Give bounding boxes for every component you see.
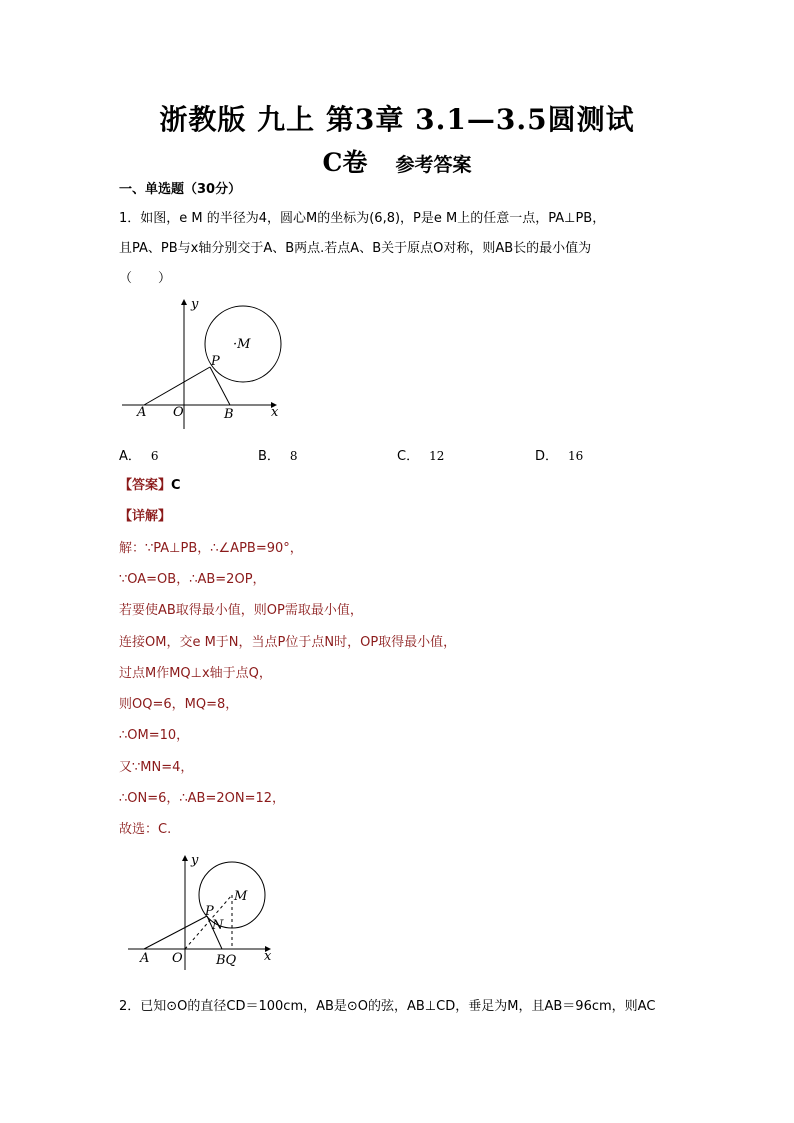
question-1-line-2: 且PA、PB与x轴分别交于A、B两点.若点A、B关于原点O对称，则AB长的最小值为	[119, 241, 592, 256]
option-a	[119, 447, 159, 466]
figure-2-label-n: N	[212, 918, 224, 933]
solution-line-7: ∴OM=10，	[119, 728, 190, 743]
question-2-line-1: 2．已知⊙O的直径CD＝100cm，AB是⊙O的弦，AB⊥CD，垂足为M，且AB＝96cm，则AC	[119, 999, 656, 1014]
solution-line-5: 过点M作MQ⊥x轴于点Q，	[119, 666, 272, 681]
figure-2-label-o: O	[172, 951, 183, 966]
figure-1-segment-pa	[144, 367, 210, 405]
page-subtitle	[0, 143, 794, 179]
figure-2-label-y: y	[191, 853, 199, 868]
option-b-label: B．	[258, 449, 280, 464]
solution-line-3: 若要使AB取得最小值，则OP需取最小值，	[119, 603, 363, 618]
option-d	[535, 447, 583, 466]
detail-tag: 【详解】	[119, 509, 172, 524]
solution-line-8: 又∵MN=4，	[119, 760, 194, 775]
option-a-value: 6	[150, 449, 159, 463]
figure-2-segment-pa	[144, 916, 207, 949]
figure-1-label-b: B	[224, 407, 234, 422]
option-b-value: 8	[289, 449, 298, 463]
option-a-label: A．	[119, 449, 141, 464]
figure-2-label-m: M	[234, 889, 248, 904]
solution-line-10: 故选：C.	[119, 822, 172, 837]
figure-2-label-a: A	[140, 951, 150, 966]
answer-tag: 【答案】	[119, 478, 172, 493]
figure-1-label-o: O	[173, 405, 184, 420]
solution-line-4: 连接OM，交e M于N，当点P位于点N时，OP取得最小值，	[119, 635, 457, 650]
option-c	[397, 447, 444, 466]
figure-1-label-x: x	[271, 405, 279, 420]
subtitle-answer-key: 参考答案	[395, 154, 472, 176]
section-heading: 一、单选题（30分）	[119, 182, 242, 197]
question-1-line-1: 1．如图，e M 的半径为4，圆心M的坐标为(6,8)，P是e M上的任意一点，PA⊥PB，	[119, 211, 606, 226]
option-b	[258, 447, 298, 466]
solution-line-9: ∴ON=6，∴AB=2ON=12，	[119, 791, 286, 806]
answer-line	[119, 477, 181, 495]
question-1-line-3: （ ）	[119, 271, 172, 286]
option-d-value: 16	[568, 449, 584, 463]
figure-2-label-x: x	[264, 949, 272, 964]
figure-1-diagram	[118, 294, 288, 432]
figure-1-label-m: ·M	[233, 337, 251, 352]
figure-2-label-p: P	[205, 904, 214, 919]
figure-2-label-bq: BQ	[216, 953, 237, 968]
solution-line-6: 则OQ=6，MQ=8，	[119, 697, 239, 712]
solution-line-1: 解：∵PA⊥PB，∴∠APB=90°，	[119, 541, 303, 556]
page-title: 浙教版 九上 第3章 3.1—3.5圆测试	[159, 103, 635, 136]
figure-1-segment-pb	[210, 367, 230, 405]
figure-1-label-y: y	[191, 297, 199, 312]
answer-value: C	[171, 478, 181, 493]
solution-line-2: ∵OA=OB，∴AB=2OP，	[119, 572, 266, 587]
option-c-value: 12	[429, 449, 445, 463]
figure-2-diagram	[124, 850, 284, 972]
option-c-label: C．	[397, 449, 420, 464]
figure-1-label-a: A	[137, 405, 147, 420]
figure-1-label-p: P	[211, 354, 220, 369]
option-d-label: D．	[535, 449, 559, 464]
subtitle-volume: C卷	[322, 148, 368, 177]
